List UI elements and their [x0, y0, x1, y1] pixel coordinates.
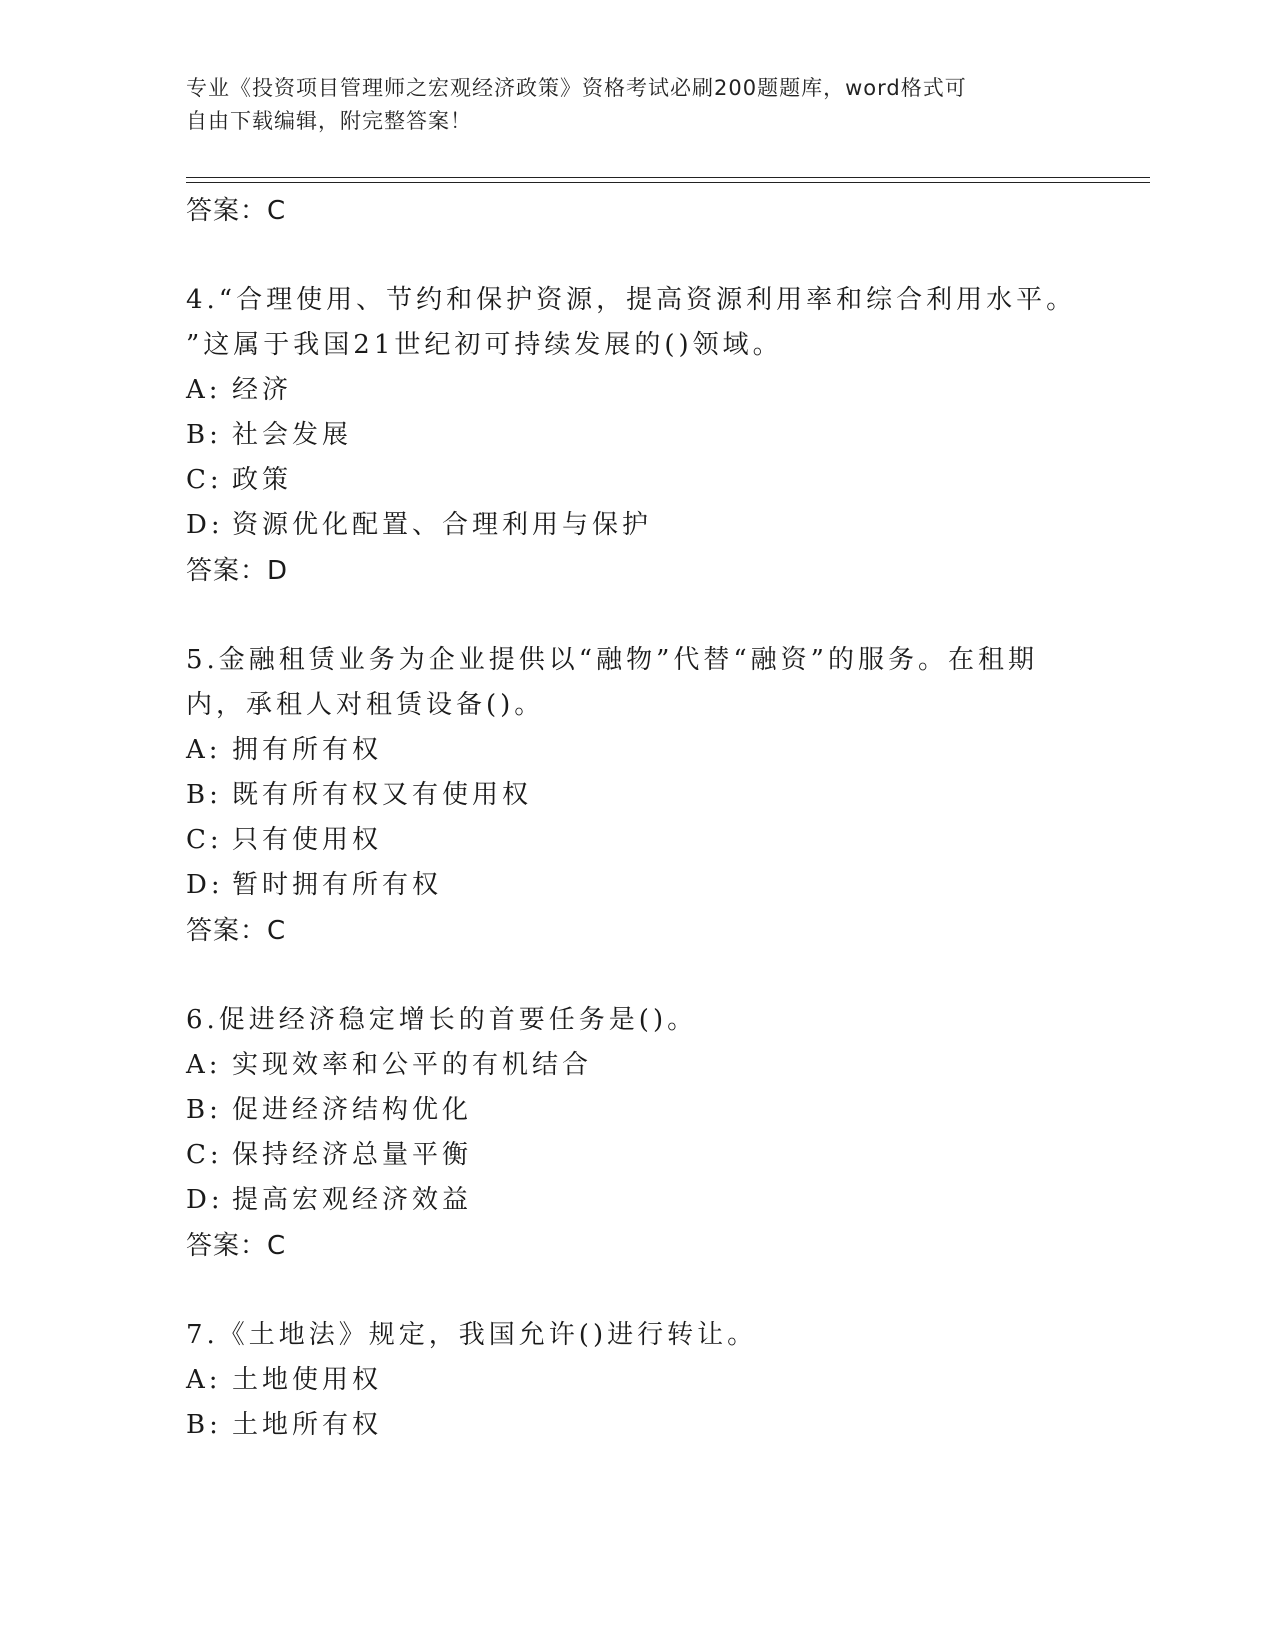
- question-stem-line: 6.促进经济稳定增长的首要任务是()。: [186, 1005, 698, 1035]
- option-c: [186, 1133, 1086, 1178]
- question-stem-line: 4.“合理使用、节约和保护资源，提高资源利用率和综合利用水平。: [186, 285, 1077, 315]
- option-letter: D:: [186, 510, 224, 540]
- option-text: 土地所有权: [232, 1410, 383, 1440]
- header-title-line-2: 自由下载编辑，附完整答案！: [186, 109, 472, 133]
- question-stem: [186, 998, 1086, 1043]
- option-text: 保持经济总量平衡: [232, 1140, 473, 1170]
- option-a: [186, 1043, 1086, 1088]
- option-a: [186, 728, 1086, 773]
- option-text: 只有使用权: [232, 825, 383, 855]
- answer-line: 答案：C: [186, 1231, 287, 1261]
- header-title-line-1: 专业《投资项目管理师之宏观经济政策》资格考试必刷200题题库，word格式可: [186, 76, 967, 100]
- question-stem-line: 5.金融租赁业务为企业提供以“融物”代替“融资”的服务。在租期: [186, 645, 1038, 675]
- question-stem-line: 7.《土地法》规定，我国允许()进行转让。: [186, 1320, 758, 1350]
- answer-line: 答案：C: [186, 916, 287, 946]
- option-letter: C:: [186, 825, 223, 855]
- question-4: [186, 278, 1086, 594]
- option-text: 暂时拥有所有权: [232, 870, 443, 900]
- option-text: 社会发展: [232, 420, 353, 450]
- option-text: 资源优化配置、合理利用与保护: [232, 510, 653, 540]
- option-letter: B:: [186, 420, 222, 450]
- answer-line: 答案：D: [186, 556, 289, 586]
- question-stem: [186, 278, 1086, 368]
- option-b: [186, 1088, 1086, 1133]
- answer-line: 答案：C: [186, 196, 287, 226]
- option-c: [186, 458, 1086, 503]
- option-letter: A:: [186, 375, 222, 405]
- option-letter: B:: [186, 780, 222, 810]
- question-stem-line: 内，承租人对租赁设备()。: [186, 690, 545, 720]
- question-stem: [186, 638, 1086, 728]
- option-letter: C:: [186, 1140, 223, 1170]
- option-text: 既有所有权又有使用权: [232, 780, 533, 810]
- question-stem-line: ”这属于我国21世纪初可持续发展的()领域。: [186, 330, 783, 360]
- option-b: [186, 1403, 1086, 1448]
- page-header: [186, 72, 1066, 138]
- option-c: [186, 818, 1086, 863]
- header-divider: [186, 177, 1150, 183]
- document-body: [186, 188, 1086, 1448]
- option-d: [186, 863, 1086, 908]
- option-a: [186, 1358, 1086, 1403]
- option-letter: A:: [186, 1050, 222, 1080]
- question-5: [186, 638, 1086, 954]
- option-text: 经济: [232, 375, 293, 405]
- option-text: 政策: [232, 465, 293, 495]
- option-letter: B:: [186, 1095, 222, 1125]
- option-b: [186, 773, 1086, 818]
- option-b: [186, 413, 1086, 458]
- option-text: 实现效率和公平的有机结合: [232, 1050, 593, 1080]
- option-letter: B:: [186, 1410, 222, 1440]
- option-letter: D:: [186, 1185, 224, 1215]
- option-text: 拥有所有权: [232, 735, 383, 765]
- option-d: [186, 503, 1086, 548]
- option-text: 土地使用权: [232, 1365, 383, 1395]
- option-letter: A:: [186, 1365, 222, 1395]
- question-stem: [186, 1313, 1086, 1358]
- option-text: 提高宏观经济效益: [232, 1185, 473, 1215]
- option-letter: A:: [186, 735, 222, 765]
- question-6: [186, 998, 1086, 1269]
- option-d: [186, 1178, 1086, 1223]
- option-text: 促进经济结构优化: [232, 1095, 473, 1125]
- option-a: [186, 368, 1086, 413]
- question-7: [186, 1313, 1086, 1448]
- option-letter: C:: [186, 465, 223, 495]
- option-letter: D:: [186, 870, 224, 900]
